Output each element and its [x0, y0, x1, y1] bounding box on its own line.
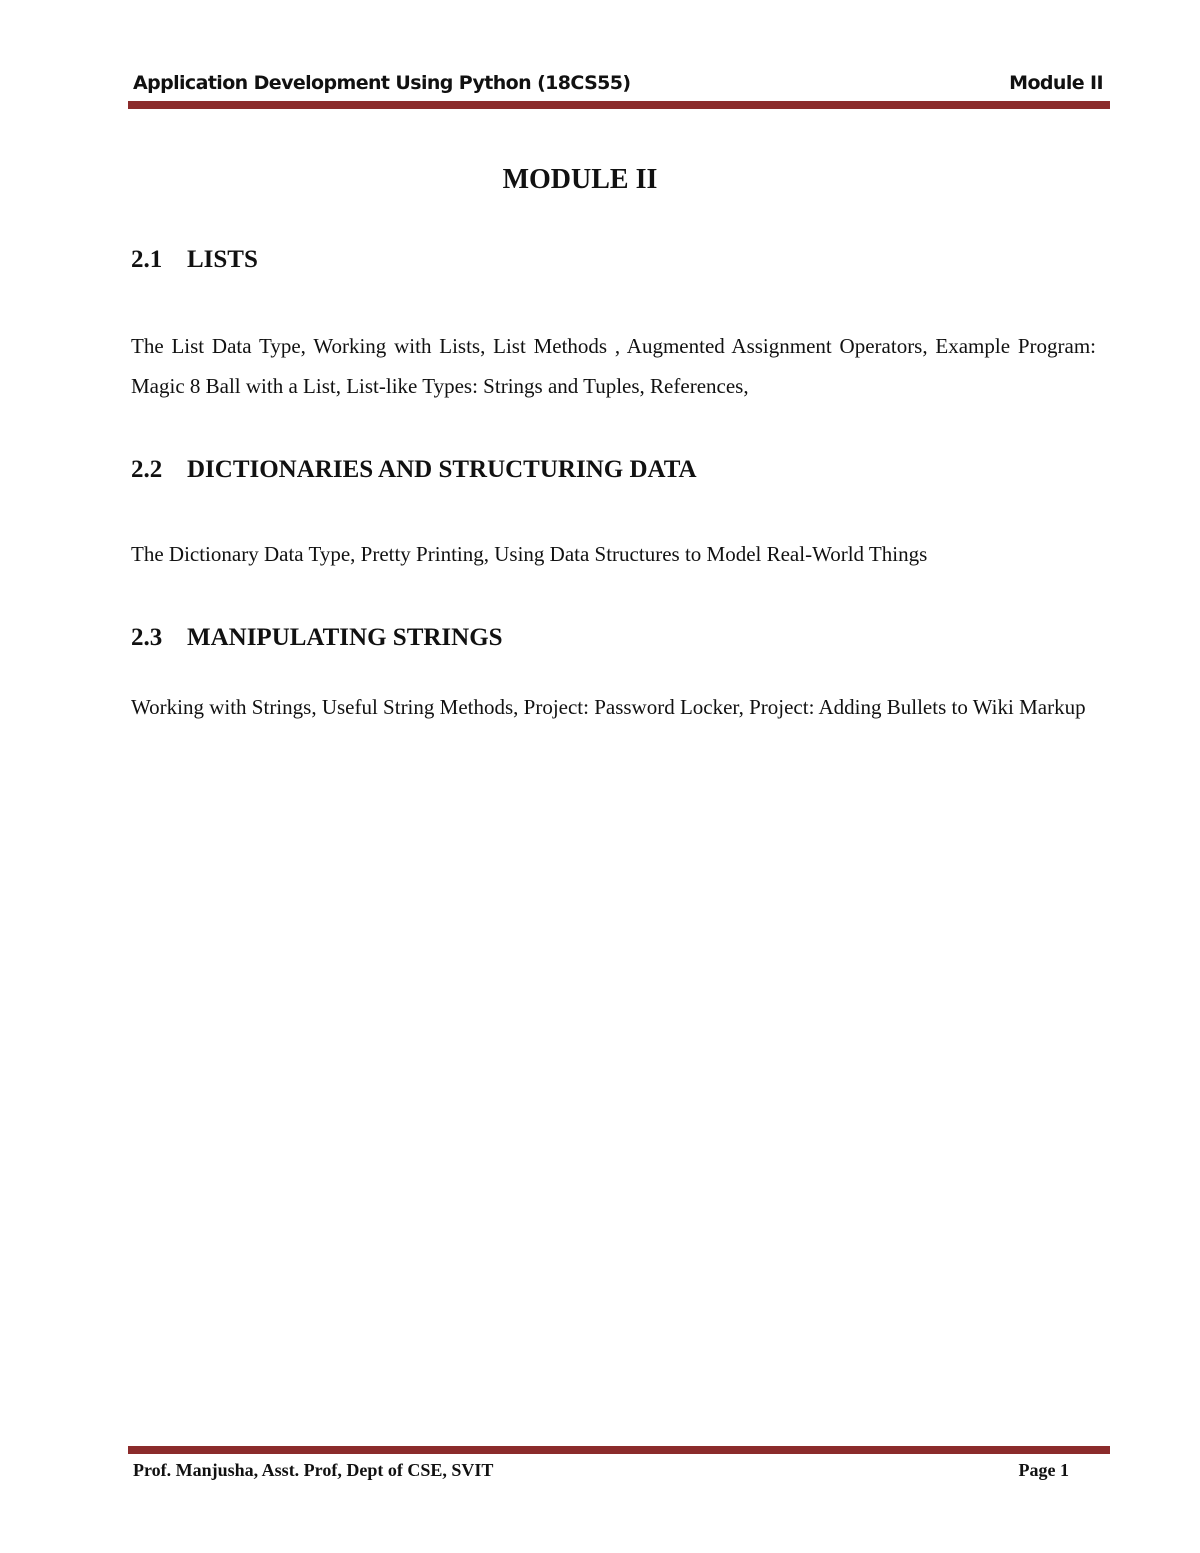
page-header [133, 72, 1103, 100]
section-number: 2.1 [131, 246, 163, 273]
section-title: MANIPULATING STRINGS [187, 624, 503, 651]
header-course-title: Application Development Using Python (18CS55) [133, 72, 631, 94]
section-heading-lists [131, 246, 258, 274]
section-heading-dictionaries [131, 456, 697, 484]
section-number: 2.3 [131, 624, 163, 651]
section-title: LISTS [187, 246, 258, 273]
section-heading-strings [131, 624, 503, 652]
section-body-dictionaries: The Dictionary Data Type, Pretty Printing, Using Data Structures to Model Real-World Things [131, 542, 928, 566]
header-rule [128, 101, 1110, 109]
footer-author: Prof. Manjusha, Asst. Prof, Dept of CSE, SVIT [133, 1460, 494, 1480]
document-title: MODULE II [502, 164, 658, 195]
section-body-strings: Working with Strings, Useful String Methods, Project: Password Locker, Project: Adding Bullets to Wiki Markup [131, 695, 1086, 719]
section-number: 2.2 [131, 456, 163, 483]
section-title: DICTIONARIES AND STRUCTURING DATA [187, 456, 697, 483]
footer-page-number: Page 1 [1018, 1460, 1069, 1480]
header-module-label: Module II [1009, 72, 1103, 94]
footer-rule [128, 1446, 1110, 1454]
section-body-lists: The List Data Type, Working with Lists, List Methods , Augmented Assignment Operators, Example Program: Magic 8 Ball with a List, List-like Types: Strings and Tuples, References, [131, 334, 1096, 398]
page-footer [133, 1460, 1069, 1484]
